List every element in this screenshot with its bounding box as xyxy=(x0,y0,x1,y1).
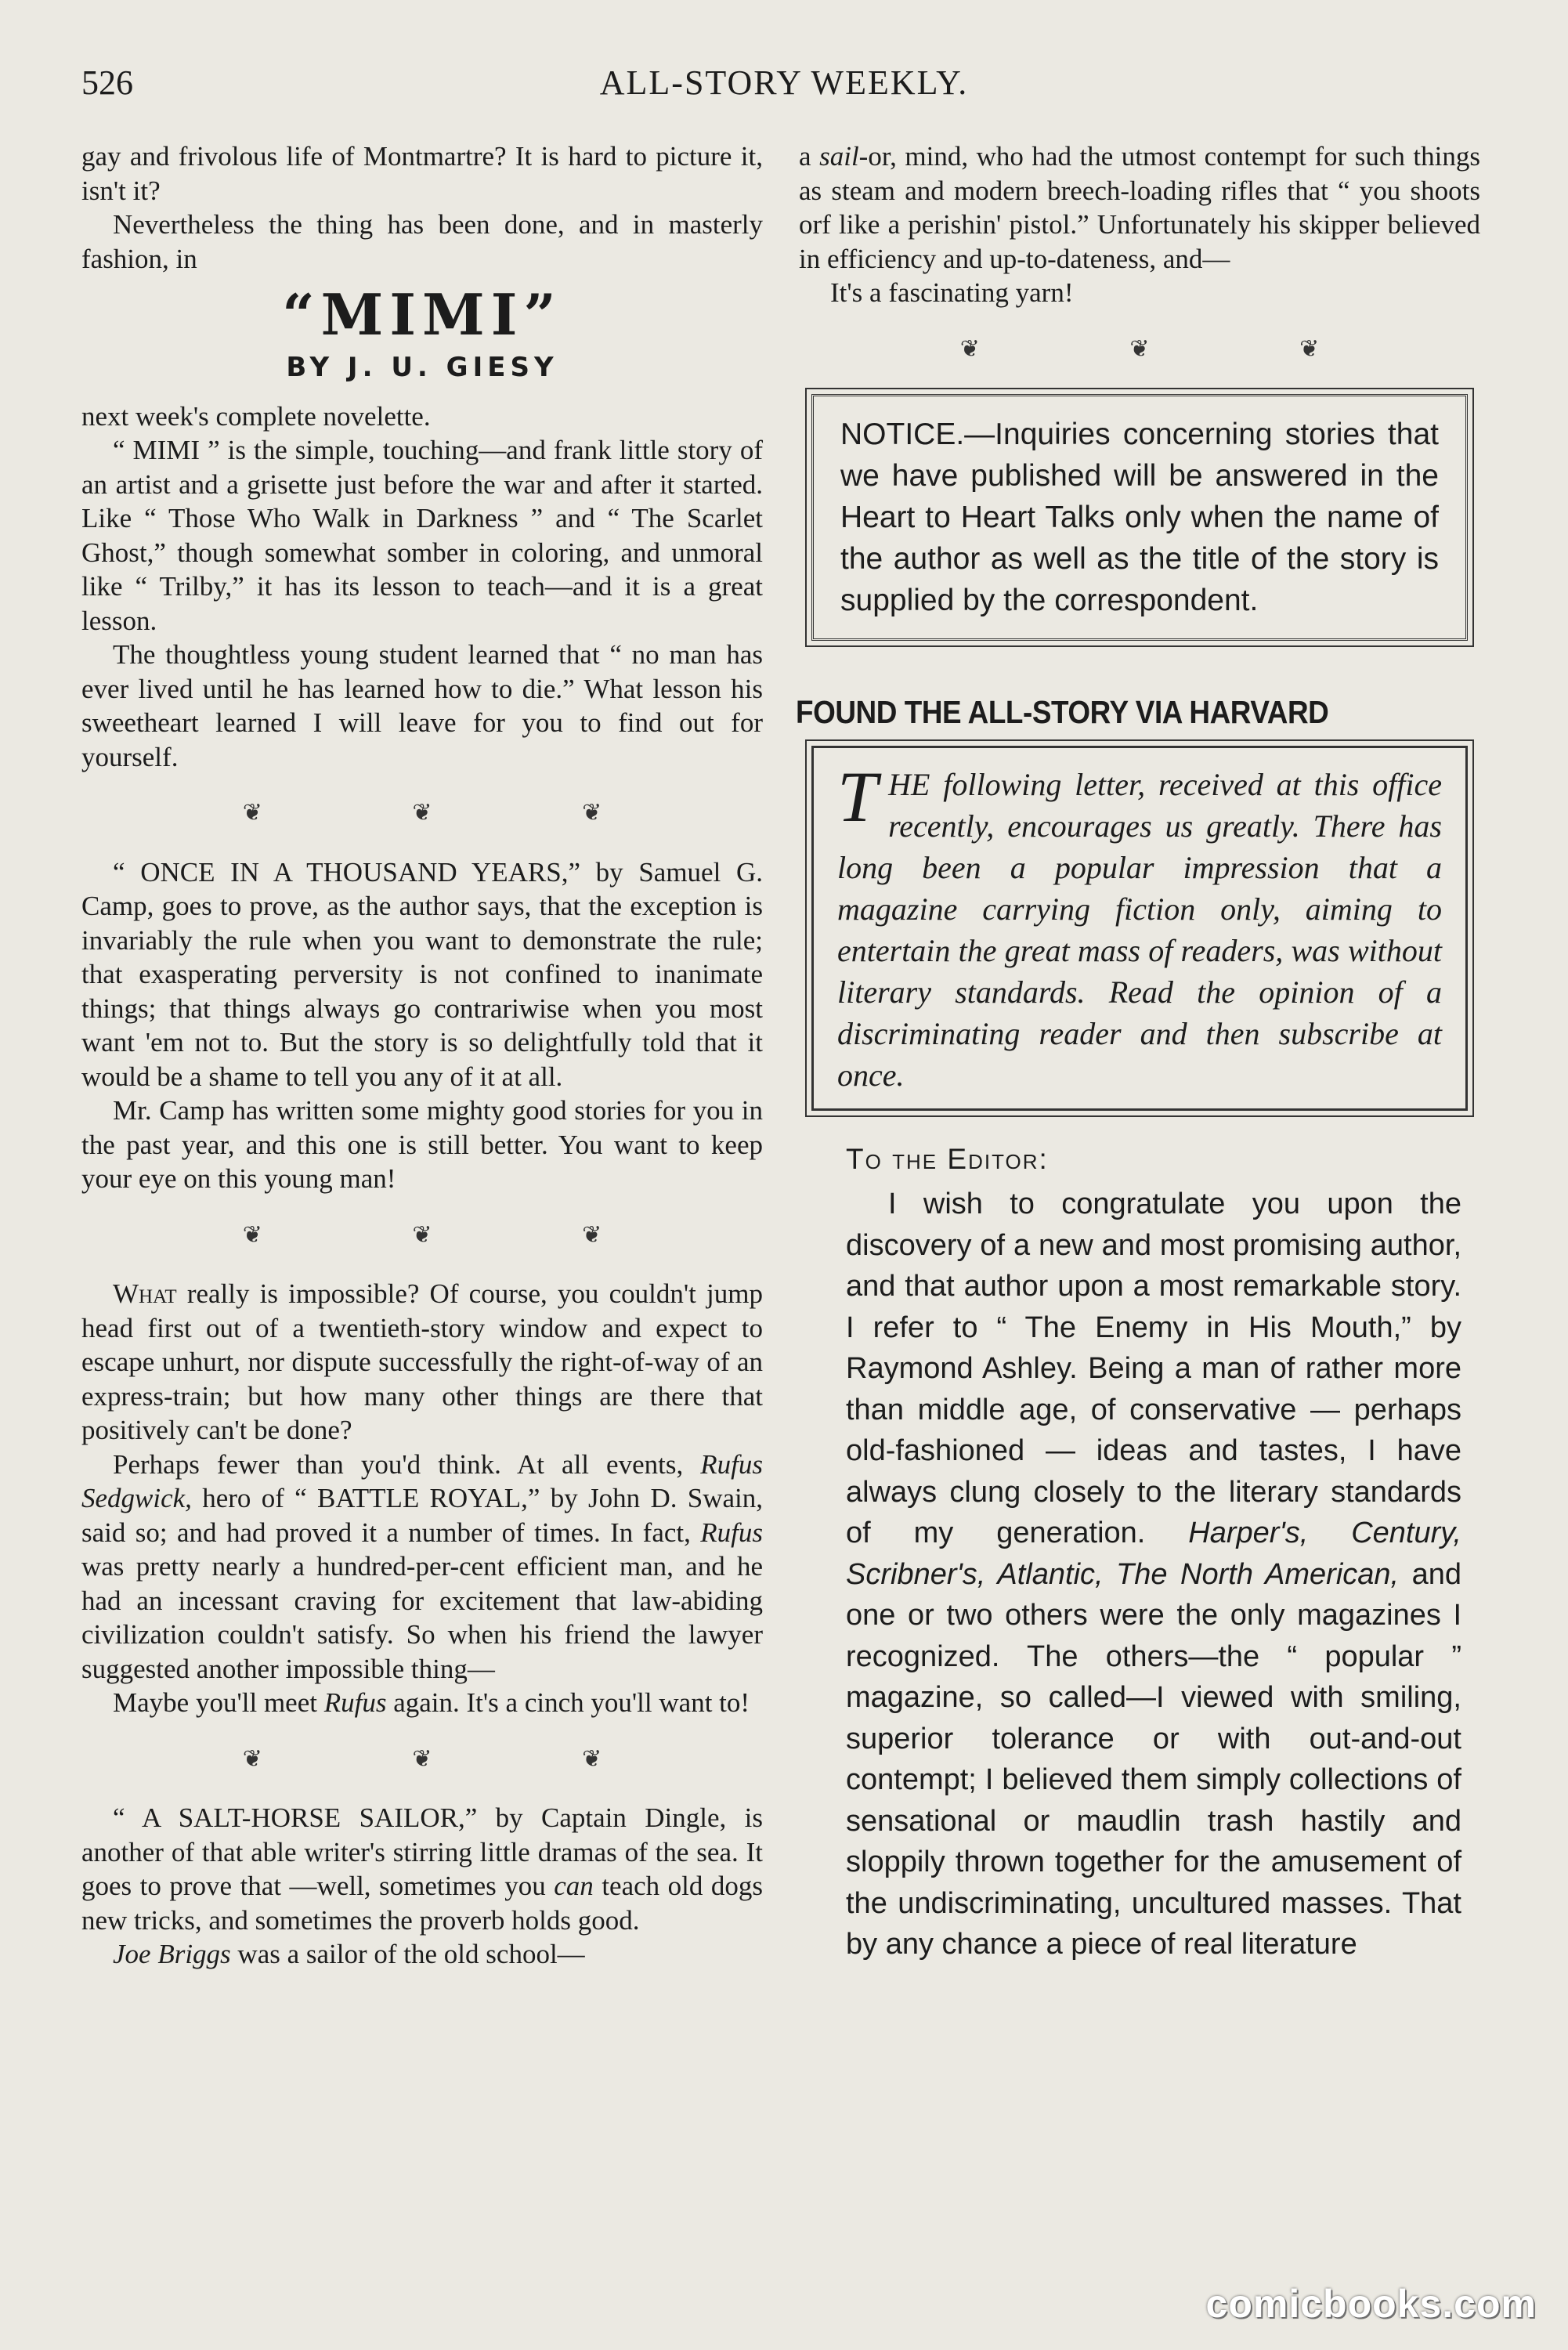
fleuron-icon: ❦ xyxy=(1129,335,1150,362)
intro-box xyxy=(811,746,1468,1111)
fleuron-icon: ❦ xyxy=(412,1221,432,1248)
notice-box: NOTICE.—Inquiries concerning stories that we have published will be answered in the Heart to Heart Talks only when the name of the author as well as the title of the story is supplied by the correspondent. xyxy=(811,394,1468,641)
story-byline: BY J. U. GIESY xyxy=(286,352,558,383)
fleuron-icon: ❦ xyxy=(242,1221,262,1248)
fleuron-icon: ❦ xyxy=(1299,335,1320,362)
paragraph: The thoughtless young student learned that “ no man has ever lived until he has learned how to die.” What lesson his sweetheart learned I will leave for you to find out for yourself. xyxy=(81,639,763,772)
character-name: Rufus xyxy=(323,1687,387,1718)
letter-paragraph xyxy=(846,1184,1461,1965)
paragraph: “ ONCE IN A THOUSAND YEARS,” by Samuel G. Camp, goes to prove, as the author says, that the exception is invariably the rule when you want to demonstrate the rule; that exasperating perversity is not confined to inanimate things; that things always go contrariwise when you most want 'em not to. But the story is so delightfully told that it would be a shame to tell you any of it at all. xyxy=(81,856,763,1092)
emphasis: can xyxy=(554,1871,594,1901)
paragraph: Nevertheless the thing has been done, and in masterly fashion, in xyxy=(81,209,763,274)
text: really is impossible? Of course, you couldn't jump head first out of a twentieth-story window and expect to escape unhurt, nor dispute successfully the right-of-way of an express-train; but how many other things are there that positively can't be done? xyxy=(81,1278,763,1445)
section-heading: FOUND THE ALL-STORY VIA HARVARD xyxy=(796,694,1329,730)
paragraph: It's a fascinating yarn! xyxy=(830,277,1074,308)
text: -or, mind, who had the utmost contempt for such things as steam and modern breech-loading rifles that “ you shoots orf like a perishin' pistol.” Unfortunately his skipper believed in efficiency and up-to-dateness, and— xyxy=(799,141,1481,274)
paragraph: Mr. Camp has written some mighty good stories for you in the past year, and this one is still better. You want to keep your eye on this young man! xyxy=(81,1095,763,1194)
character-name: Rufus xyxy=(700,1517,764,1548)
text: teach old dogs new tricks, and sometimes the proverb holds good. xyxy=(81,1871,763,1936)
ornament-divider xyxy=(799,332,1480,367)
paragraph: “ MIMI ” is the simple, touching—and frank little story of an artist and a grisette just before the war and after it started. Like “ Those Who Walk in Darkness ” and “ The Scarlet Ghost,” though somewhat somber in coloring, and unmoral like “ Trilby,” it has its lesson to teach—and it is a great lesson. xyxy=(81,435,763,636)
paragraph xyxy=(81,1277,763,1448)
magazine-names: Harper's, Century, Scribner's, Atlantic, The North American, xyxy=(846,1517,1461,1591)
ornament-divider xyxy=(81,1218,763,1253)
watermark: comicbooks.com xyxy=(1205,2282,1537,2326)
running-head: ALL-STORY WEEKLY. xyxy=(599,63,969,102)
text: again. It's a cinch you'll want to! xyxy=(393,1687,750,1718)
fleuron-icon: ❦ xyxy=(412,1745,432,1772)
character-name: Joe Briggs xyxy=(113,1939,231,1969)
lead-word: What xyxy=(113,1278,177,1309)
drop-cap: T xyxy=(837,756,878,837)
right-column xyxy=(796,139,1481,1965)
emphasis: sail xyxy=(819,141,859,172)
ornament-divider xyxy=(81,796,763,830)
fleuron-icon: ❦ xyxy=(582,1221,602,1248)
salutation: To the Editor: xyxy=(846,1142,1049,1175)
text: Perhaps fewer than you'd think. At all events, xyxy=(113,1448,684,1480)
intro-text: HE following letter, received at this office recently, encourages us greatly. There has long been a popular impression that a magazine carrying fiction only, aiming to entertain the great mass of readers, was without literary standards. Read the opinion of a discriminating reader and then subscribe at once. xyxy=(837,766,1442,1093)
paragraph xyxy=(81,1937,763,1972)
paragraph xyxy=(81,1801,763,1937)
left-column xyxy=(81,139,763,1972)
text: a xyxy=(799,141,811,172)
text: “ A SALT-HORSE SAILOR,” by Captain Dingle, is another of that able writer's stirring little dramas of the sea. It goes to prove that —well, sometimes you xyxy=(81,1802,763,1901)
ornament-divider xyxy=(81,1742,763,1777)
fleuron-icon: ❦ xyxy=(412,800,432,826)
fleuron-icon: ❦ xyxy=(242,800,262,826)
text: I wish to congratulate you upon the discovery of a new and most promising author, and that author upon a most remarkable story. I refer to “ The Enemy in His Mouth,” by Raymond Ashley. Being a man of rather more than middle age, of conservative — perhaps old-fashioned — ideas and tastes, I have always clung closely to the literary standards of my generation. xyxy=(846,1188,1461,1549)
text: was pretty nearly a hundred-per-cent efficient man, and he had an incessant craving for excitement that law-abiding civilization couldn't satisfy. So when his friend the lawyer suggested another impossible thing— xyxy=(81,1551,763,1684)
text: and one or two others were the only magazines I recognized. The others—the “ popular ” magazine, so called—I viewed with smiling, superior tolerance or with out-and-out contempt; I believed them simply collections of sensational or maudlin trash hastily and sloppily thrown together for the amusement of the undiscriminating, uncultured masses. That by any chance a piece of real literature xyxy=(846,1557,1461,1961)
text: hero of “ BATTLE ROYAL,” by John D. Swain, said so; and had proved it a number of times. In fact, xyxy=(81,1483,764,1548)
paragraph: gay and frivolous life of Montmartre? It is hard to picture it, isn't it? xyxy=(81,141,763,206)
fleuron-icon: ❦ xyxy=(959,335,980,362)
paragraph xyxy=(81,1448,763,1687)
fleuron-icon: ❦ xyxy=(582,1745,602,1772)
fleuron-icon: ❦ xyxy=(582,800,602,826)
paragraph: next week's complete novelette. xyxy=(81,400,431,432)
page-number: 526 xyxy=(81,63,133,102)
text: Maybe you'll meet xyxy=(113,1687,317,1718)
paragraph xyxy=(799,139,1480,276)
story-title-mimi: “MIMI” xyxy=(282,281,562,348)
letter-body xyxy=(846,1184,1461,1965)
fleuron-icon: ❦ xyxy=(242,1745,262,1772)
paragraph xyxy=(81,1686,763,1720)
text: was a sailor of the old school— xyxy=(237,1939,585,1969)
character-name: Rufus Sedgwick, xyxy=(81,1448,763,1513)
